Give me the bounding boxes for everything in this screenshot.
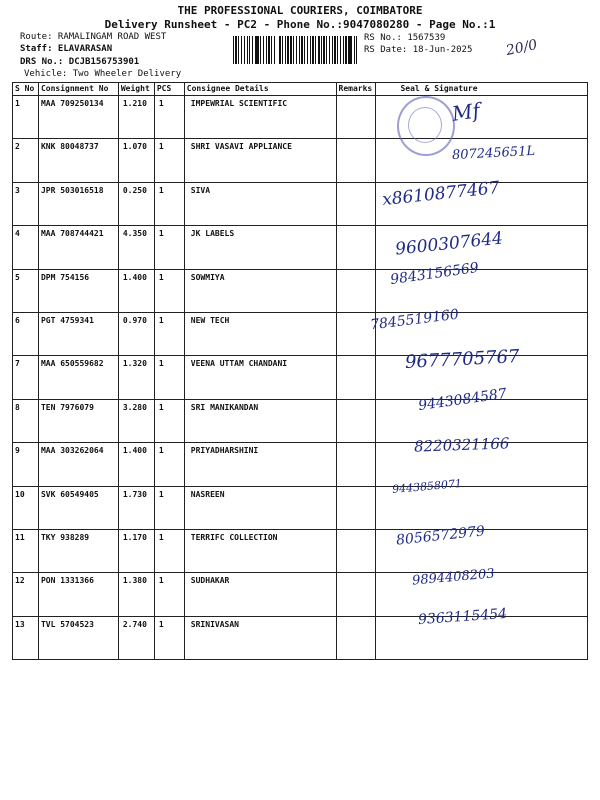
cell-pcs: 1: [154, 356, 184, 399]
cell-consignee: SRINIVASAN: [184, 616, 336, 659]
table-row: [13, 182, 588, 225]
drs-label: DRS No.:: [20, 57, 64, 67]
rs-number: RS No.: 1567539: [364, 33, 446, 43]
cell-pcs: 1: [154, 96, 184, 139]
cell-consignee: SRI MANIKANDAN: [184, 399, 336, 442]
handwritten-signature: x8610877467: [381, 177, 501, 211]
cell-consignment-no: MAA 708744421: [38, 226, 118, 269]
handwritten-signature: 9443858071: [391, 476, 463, 497]
cell-sno: 12: [13, 573, 39, 616]
cell-consignment-no: JPR 503016518: [38, 182, 118, 225]
cell-remarks: [336, 226, 376, 269]
cell-weight: 1.170: [118, 529, 154, 572]
cell-pcs: 1: [154, 312, 184, 355]
cell-remarks: [336, 356, 376, 399]
cell-consignee: NEW TECH: [184, 312, 336, 355]
cell-pcs: 1: [154, 226, 184, 269]
handwritten-signature: 8056572979: [395, 523, 486, 549]
cell-consignment-no: KNK 80048737: [38, 139, 118, 182]
cell-consignment-no: MAA 303262064: [38, 443, 118, 486]
handwritten-signature: 9843156569: [389, 259, 480, 289]
cell-remarks: [336, 182, 376, 225]
cell-weight: 1.380: [118, 573, 154, 616]
cell-consignment-no: MAA 650559682: [38, 356, 118, 399]
col-header-consignment: Consignment No: [38, 83, 118, 96]
cell-pcs: 1: [154, 486, 184, 529]
cell-sno: 13: [13, 616, 39, 659]
cell-pcs: 1: [154, 573, 184, 616]
cell-weight: 0.970: [118, 312, 154, 355]
handwritten-signature: 9600307644: [394, 228, 504, 260]
cell-weight: 2.740: [118, 616, 154, 659]
cell-consignee: PRIYADHARSHINI: [184, 443, 336, 486]
cell-consignee: SHRI VASAVI APPLIANCE: [184, 139, 336, 182]
cell-sno: 8: [13, 399, 39, 442]
handwritten-signature: 9443084587: [417, 385, 508, 415]
col-header-remarks: Remarks: [336, 83, 376, 96]
route-text: Route: RAMALINGAM ROAD WEST: [20, 32, 167, 42]
cell-pcs: 1: [154, 616, 184, 659]
cell-sno: 9: [13, 443, 39, 486]
cell-sno: 5: [13, 269, 39, 312]
handwritten-signature: 8220321166: [413, 434, 510, 456]
handwritten-signature: 9677705767: [404, 346, 521, 373]
cell-weight: 1.730: [118, 486, 154, 529]
cell-remarks: [336, 573, 376, 616]
cell-weight: 1.320: [118, 356, 154, 399]
cell-pcs: 1: [154, 182, 184, 225]
handwritten-signature: Mf: [450, 98, 482, 126]
cell-sno: 4: [13, 226, 39, 269]
cell-weight: 1.400: [118, 269, 154, 312]
cell-consignee: SIVA: [184, 182, 336, 225]
handwritten-signature: 807245651L: [451, 143, 536, 164]
table-row: [13, 96, 588, 139]
cell-consignee: VEENA UTTAM CHANDANI: [184, 356, 336, 399]
cell-remarks: [336, 96, 376, 139]
cell-consignee: SOWMIYA: [184, 269, 336, 312]
cell-remarks: [336, 139, 376, 182]
cell-remarks: [336, 399, 376, 442]
cell-pcs: 1: [154, 139, 184, 182]
cell-pcs: 1: [154, 399, 184, 442]
cell-consignee: SUDHAKAR: [184, 573, 336, 616]
drs-value: DCJB156753901: [68, 57, 140, 67]
cell-consignment-no: TEN 7976079: [38, 399, 118, 442]
cell-remarks: [336, 443, 376, 486]
drs-number: [20, 57, 139, 67]
cell-consignment-no: PON 1331366: [38, 573, 118, 616]
cell-consignee: TERRIFC COLLECTION: [184, 529, 336, 572]
col-header-signature: Seal & Signature: [376, 83, 588, 96]
cell-sno: 1: [13, 96, 39, 139]
cell-sno: 7: [13, 356, 39, 399]
col-header-sno: S No: [13, 83, 39, 96]
table-row: [13, 486, 588, 529]
table-row: [13, 616, 588, 659]
runsheet-table: [12, 82, 588, 660]
cell-sno: 2: [13, 139, 39, 182]
company-title: THE PROFESSIONAL COURIERS, COIMBATORE: [177, 4, 423, 17]
cell-weight: 1.210: [118, 96, 154, 139]
cell-consignment-no: PGT 4759341: [38, 312, 118, 355]
table-row: [13, 269, 588, 312]
cell-consignment-no: DPM 754156: [38, 269, 118, 312]
cell-consignee: JK LABELS: [184, 226, 336, 269]
staff-text: Staff: ELAVARASAN: [20, 44, 113, 54]
col-header-consignee: Consignee Details: [184, 83, 336, 96]
company-seal-stamp: [397, 96, 455, 156]
cell-sno: 10: [13, 486, 39, 529]
barcode-overlay: [233, 36, 357, 64]
table-header-row: [13, 83, 588, 96]
runsheet-subtitle: Delivery Runsheet - PC2 - Phone No.:9047080280 - Page No.:1: [104, 18, 496, 31]
handwritten-signature: 9363115454: [417, 605, 508, 629]
cell-weight: 4.350: [118, 226, 154, 269]
cell-sno: 3: [13, 182, 39, 225]
cell-weight: 1.400: [118, 443, 154, 486]
cell-remarks: [336, 616, 376, 659]
cell-consignment-no: TVL 5704523: [38, 616, 118, 659]
cell-weight: 3.280: [118, 399, 154, 442]
cell-pcs: 1: [154, 443, 184, 486]
cell-remarks: [336, 529, 376, 572]
cell-weight: 1.070: [118, 139, 154, 182]
cell-pcs: 1: [154, 529, 184, 572]
cell-remarks: [336, 269, 376, 312]
handwritten-count: 20/0: [504, 36, 539, 60]
cell-consignment-no: MAA 709250134: [38, 96, 118, 139]
table-row: [13, 529, 588, 572]
col-header-weight: Weight: [118, 83, 154, 96]
handwritten-signature: 7845519160: [369, 306, 460, 334]
rs-date: RS Date: 18-Jun-2025: [364, 45, 473, 55]
cell-consignee: NASREEN: [184, 486, 336, 529]
vehicle-text: Vehicle: Two Wheeler Delivery: [24, 69, 182, 79]
cell-pcs: 1: [154, 269, 184, 312]
col-header-pcs: PCS: [154, 83, 184, 96]
cell-sno: 6: [13, 312, 39, 355]
cell-consignment-no: TKY 938289: [38, 529, 118, 572]
handwritten-signature: 9894408203: [411, 566, 496, 589]
cell-remarks: [336, 486, 376, 529]
cell-sno: 11: [13, 529, 39, 572]
cell-consignee: IMPEWRIAL SCIENTIFIC: [184, 96, 336, 139]
cell-weight: 0.250: [118, 182, 154, 225]
cell-consignment-no: SVK 60549405: [38, 486, 118, 529]
